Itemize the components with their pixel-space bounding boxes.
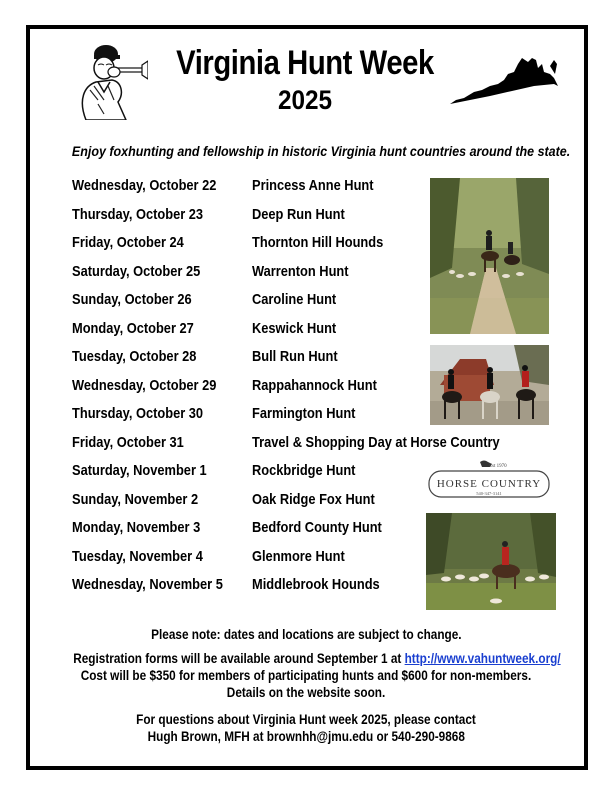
schedule-hunt: Keswick Hunt [252, 320, 337, 337]
schedule-hunt: Bull Run Hunt [252, 349, 338, 365]
schedule-hunt: Glenmore Hunt [252, 548, 345, 565]
schedule-date: Wednesday, October 22 [72, 178, 217, 194]
schedule-hunt: Rockbridge Hunt [252, 463, 356, 479]
registration-text: Registration forms will be available around September 1 at [73, 651, 402, 666]
horse-country-logo [426, 458, 552, 504]
details-line: Details on the website soon. [226, 685, 386, 700]
registration-line [40, 651, 572, 666]
schedule-date: Tuesday, November 4 [72, 548, 203, 565]
schedule-date: Saturday, November 1 [72, 463, 207, 479]
page-year: 2025 [277, 85, 333, 115]
schedule-hunt: Rappahannock Hunt [252, 377, 377, 394]
registration-link[interactable]: http://www.vahuntweek.org/ [404, 651, 561, 666]
cost-line: Cost will be $350 for members of participating hunts and $600 for non-members. [80, 668, 532, 683]
schedule-date: Friday, October 24 [72, 235, 184, 251]
schedule-date: Tuesday, October 28 [72, 349, 197, 365]
schedule-date: Wednesday, November 5 [72, 577, 223, 593]
horn-rider-illustration [68, 38, 148, 120]
schedule-hunt: Travel & Shopping Day at Horse Country [252, 434, 500, 451]
rider-with-hounds-photo [426, 513, 556, 610]
schedule-hunt: Deep Run Hunt [252, 206, 345, 223]
schedule-date: Sunday, November 2 [72, 491, 199, 508]
schedule-hunt: Bedford County Hunt [252, 520, 382, 536]
logo-name-text: HORSE COUNTRY [436, 478, 542, 490]
schedule-date: Thursday, October 30 [72, 406, 204, 422]
schedule-date: Saturday, October 25 [72, 263, 201, 280]
schedule-hunt: Princess Anne Hunt [252, 178, 374, 194]
schedule-date: Friday, October 31 [72, 434, 184, 451]
logo-phone-text: 540-347-3141 [476, 491, 502, 496]
schedule-hunt: Oak Ridge Fox Hunt [252, 491, 375, 508]
schedule-date: Sunday, October 26 [72, 292, 192, 308]
schedule-hunt: Middlebrook Hounds [252, 577, 380, 593]
schedule-hunt: Warrenton Hunt [252, 263, 349, 280]
schedule-date: Thursday, October 23 [72, 206, 204, 223]
schedule-hunt: Thornton Hill Hounds [252, 235, 384, 251]
change-notice: Please note: dates and locations are subject to change. [150, 627, 462, 642]
page-title: Virginia Hunt Week [176, 44, 434, 82]
schedule-date: Monday, November 3 [72, 520, 201, 536]
logo-est-text: Est 1970 [489, 464, 507, 469]
riders-at-barn-photo [430, 345, 549, 425]
virginia-map-icon [450, 56, 560, 106]
contact-line-2: Hugh Brown, MFH at brownhh@jmu.edu or 540-290-9868 [147, 729, 465, 744]
contact-line-1: For questions about Virginia Hunt week 2025, please contact [136, 712, 476, 727]
schedule-hunt: Caroline Hunt [252, 292, 337, 308]
schedule-hunt: Farmington Hunt [252, 406, 356, 422]
tagline: Enjoy foxhunting and fellowship in historic Virginia hunt countries around the state. [71, 144, 571, 160]
schedule-date: Wednesday, October 29 [72, 377, 217, 394]
schedule-date: Monday, October 27 [72, 320, 194, 337]
riders-on-path-photo [430, 178, 549, 334]
